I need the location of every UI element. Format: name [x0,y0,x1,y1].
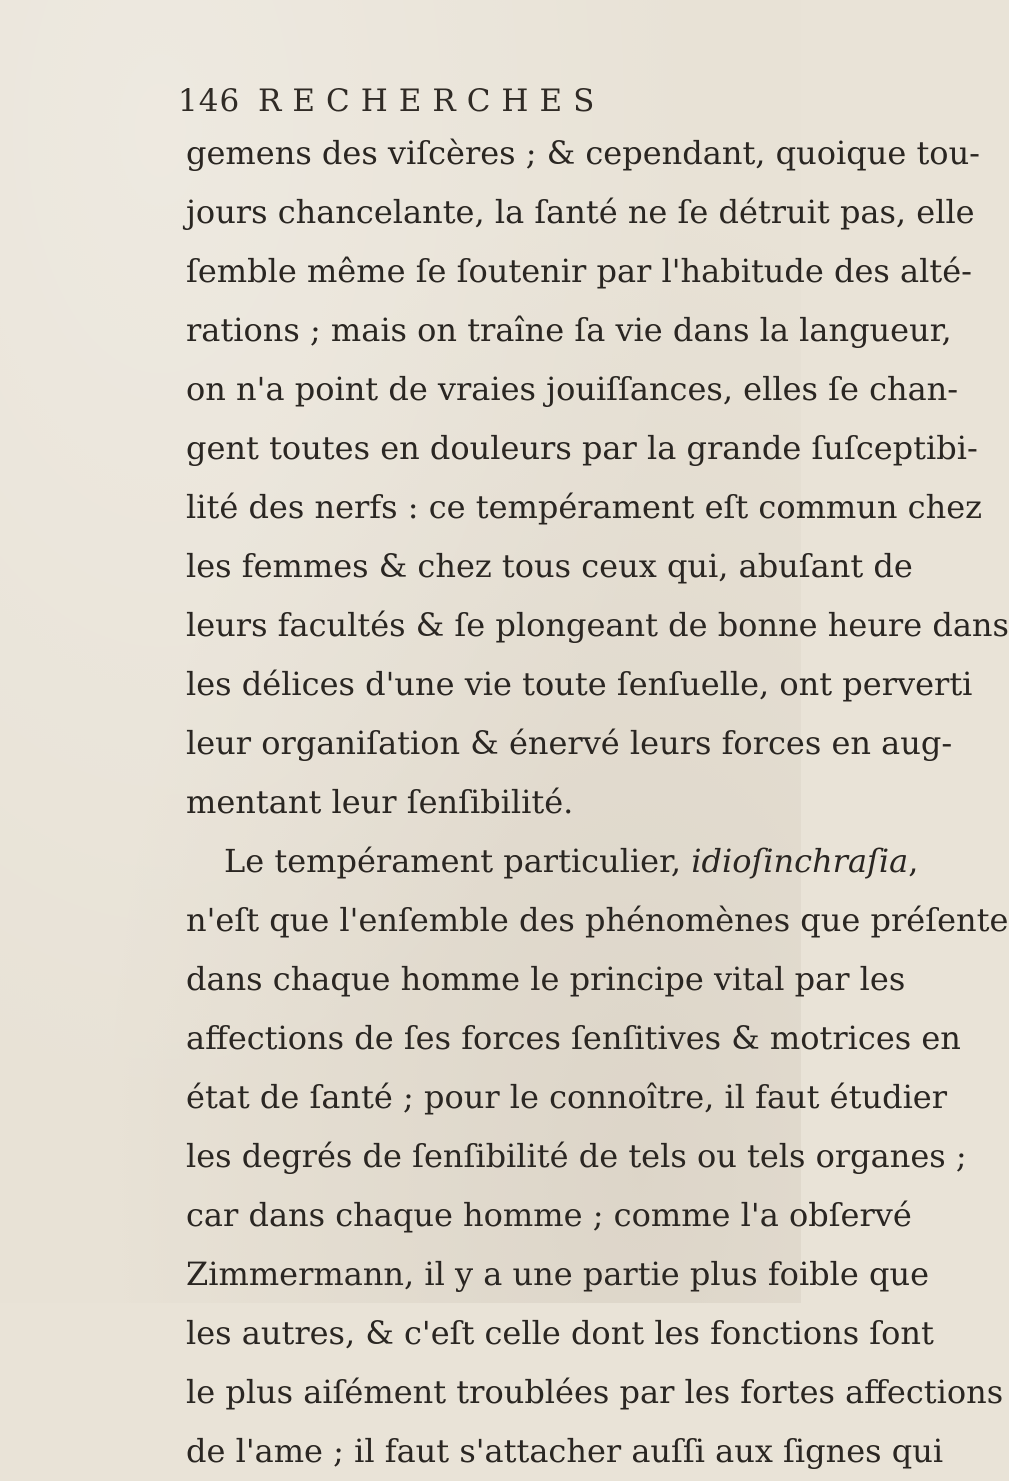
text-line: jours chancelante, la ſanté ne ſe détruit pas, elle [186,193,975,231]
text-line: les autres, & c'eſt celle dont les fonctions ſont [186,1314,934,1352]
text-line: dans chaque homme le principe vital par les [186,960,906,998]
text-line: n'eſt que l'enſemble des phénomènes que préſente [186,901,1009,939]
text-line: gent toutes en douleurs par la grande ſuſceptibi- [186,429,978,467]
latin-term: idioſinchraſia [691,842,909,880]
text-line: gemens des viſcères ; & cependant, quoique tou- [186,134,980,172]
body-text [186,124,1009,1481]
running-title: RECHERCHES [258,83,606,119]
text-line: de l'ame ; il faut s'attacher auſſi aux ſignes qui [186,1432,944,1470]
text-line: lité des nerfs : ce tempérament eſt commun chez [186,488,982,526]
text-line: Zimmermann, il y a une partie plus foible que [186,1255,930,1293]
running-head [178,83,605,119]
text-line: ſemble même ſe ſoutenir par l'habitude des alté- [186,252,972,290]
text-line: car dans chaque homme ; comme l'a obſervé [186,1196,912,1234]
text-line: le plus aiſément troublées par les fortes affections [186,1373,1004,1411]
text-line: les degrés de ſenſibilité de tels ou tels organes ; [186,1137,967,1175]
page-number: 146 [178,83,241,119]
text-line: mentant leur ſenſibilité. [186,783,574,821]
text-line: les délices d'une vie toute ſenſuelle, ont perverti [186,665,973,703]
paragraph-lead: Le tempérament particulier, [224,842,682,880]
text-line: leurs facultés & ſe plongeant de bonne heure dans [186,606,1009,644]
text-line: on n'a point de vraies jouiſſances, elles ſe chan- [186,370,959,408]
text-line: état de ſanté ; pour le connoître, il faut étudier [186,1078,948,1116]
text-line: rations ; mais on traîne ſa vie dans la langueur, [186,311,952,349]
comma: , [908,842,919,880]
text-line: leur organiſation & énervé leurs forces en aug- [186,724,953,762]
text-line: affections de ſes forces ſenſitives & motrices en [186,1019,961,1057]
text-line: les femmes & chez tous ceux qui, abuſant de [186,547,913,585]
text-line-paragraph-start [186,832,919,891]
